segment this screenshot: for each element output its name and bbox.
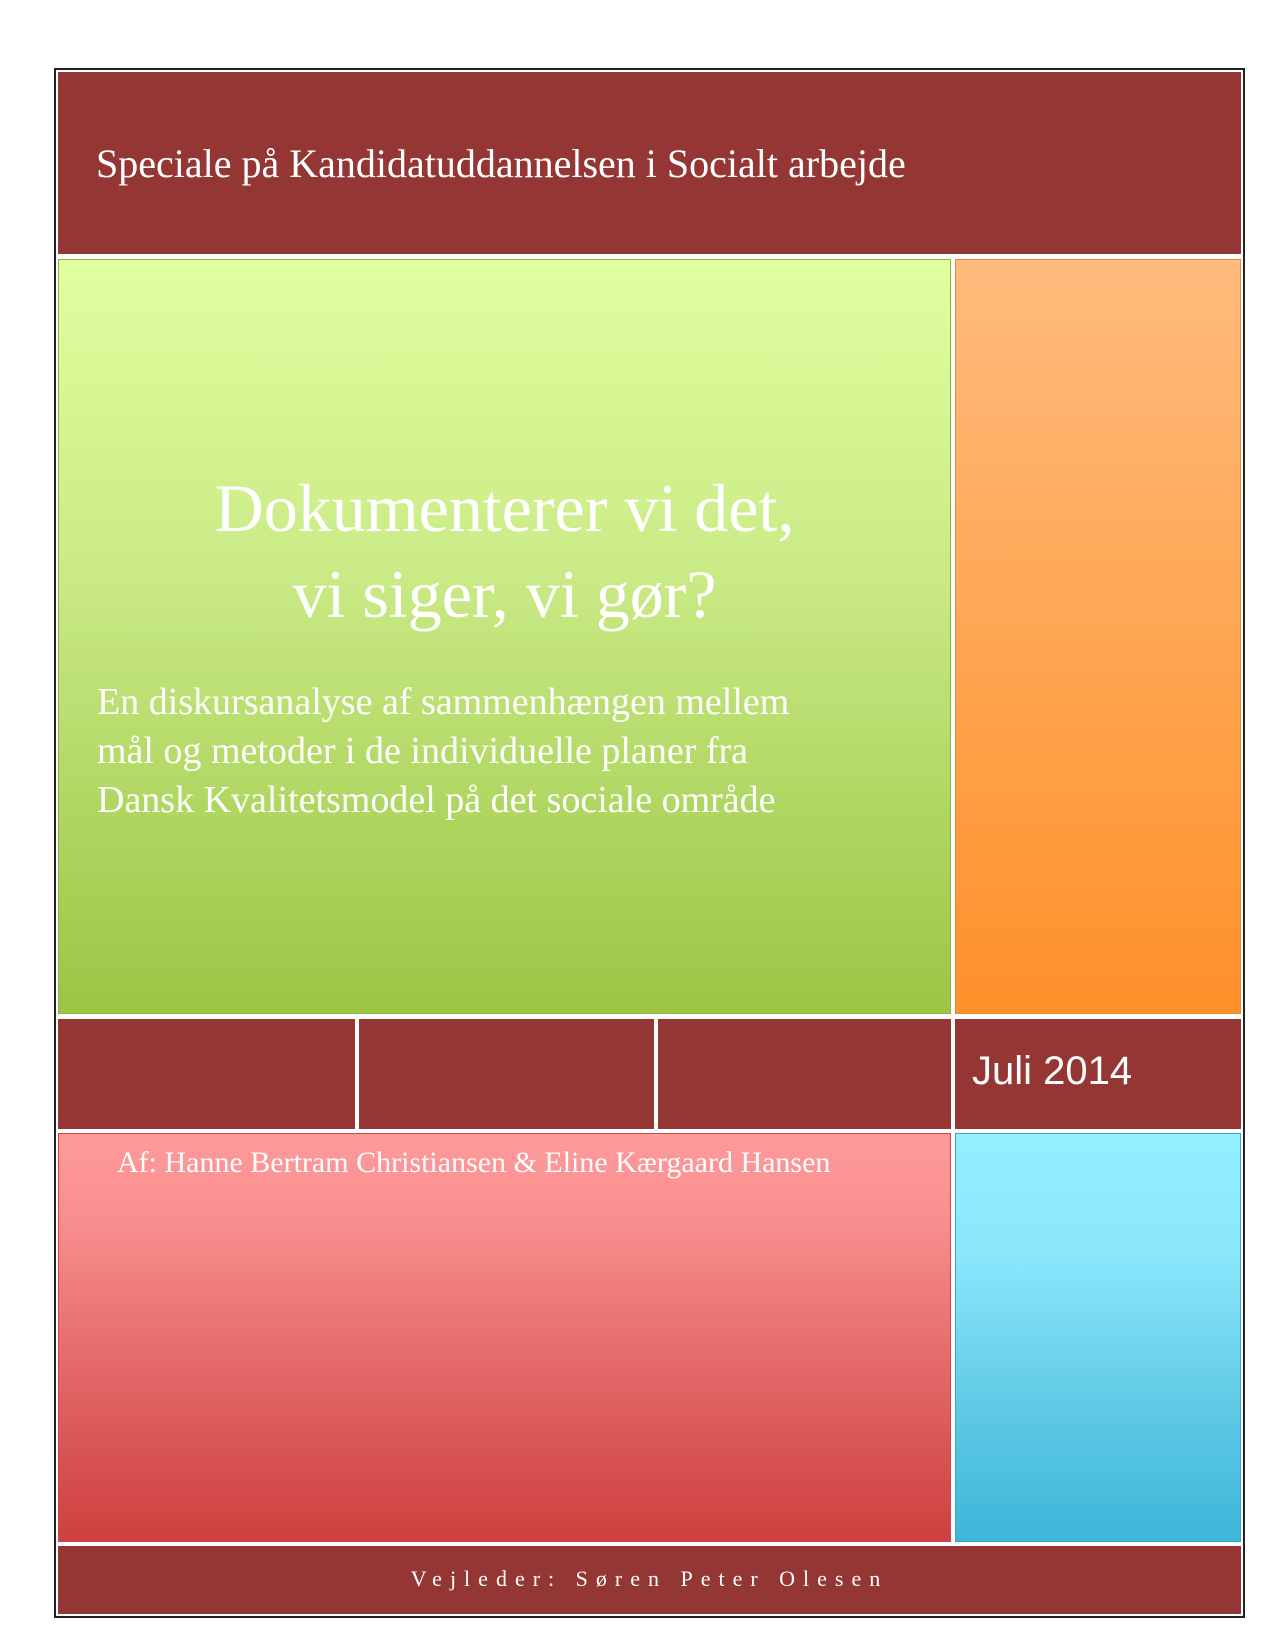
main-title-line: Dokumenterer vi det, — [214, 470, 795, 546]
supervisor-text: Vejleder: Søren Peter Olesen — [410, 1566, 889, 1591]
title-block — [58, 259, 951, 1014]
date-cell — [955, 1019, 1241, 1129]
author-block — [58, 1133, 951, 1542]
decorative-cell — [359, 1019, 654, 1129]
main-title — [59, 465, 950, 637]
header-band — [58, 72, 1241, 254]
date-text: Juli 2014 — [972, 1049, 1133, 1093]
orange-decorative-block — [955, 259, 1241, 1014]
main-title-line: vi siger, vi gør? — [292, 556, 717, 632]
subtitle-line: Dansk Kvalitetsmodel på det sociale område — [97, 779, 776, 821]
decorative-cell — [658, 1019, 951, 1129]
footer-band — [58, 1546, 1241, 1614]
blue-decorative-block — [955, 1133, 1241, 1542]
subtitle-line: mål og metoder i de individuelle planer fra — [97, 730, 749, 772]
subtitle-line: En diskursanalyse af sammenhængen mellem — [97, 681, 790, 723]
decorative-cell — [58, 1019, 355, 1129]
subtitle — [97, 678, 930, 825]
thesis-type-heading: Speciale på Kandidatuddannelsen i Socialt arbejde — [96, 141, 906, 186]
authors-text: Af: Hanne Bertram Christiansen & Eline Kærgaard Hansen — [117, 1146, 831, 1179]
